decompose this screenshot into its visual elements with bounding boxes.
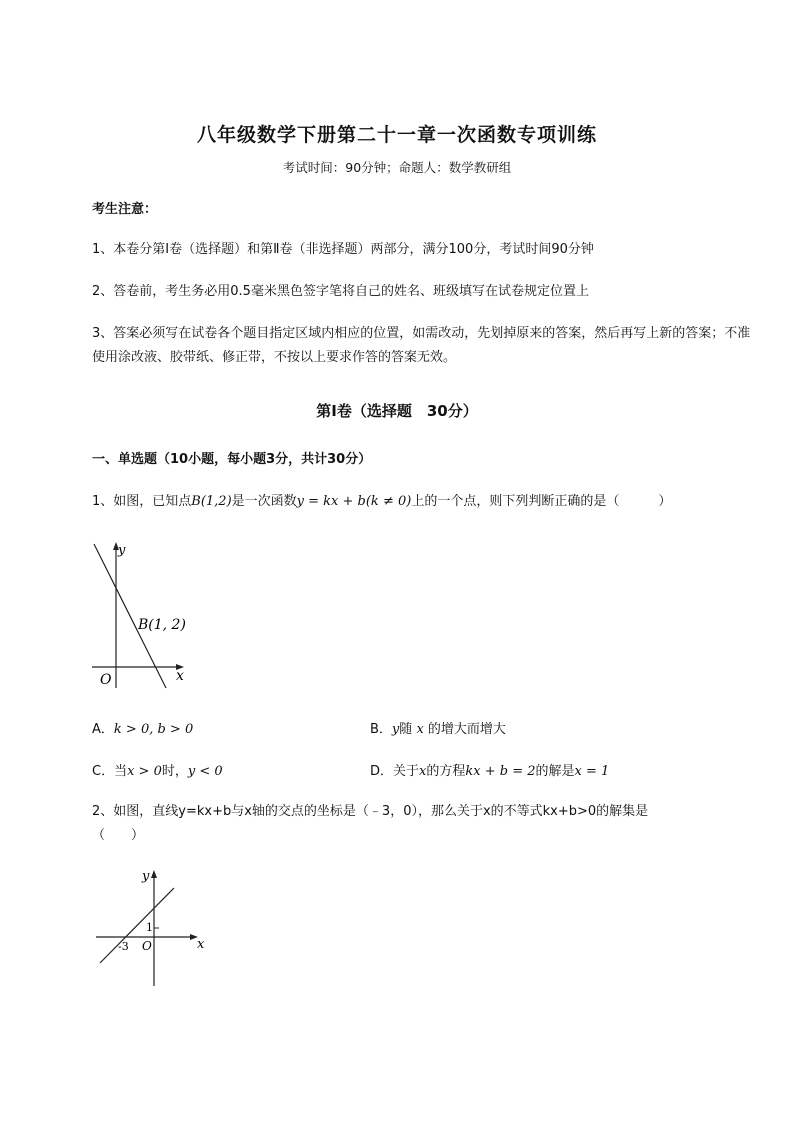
question-2-line-1: 2、如图，直线y=kx+b与x轴的交点的坐标是（﹣3，0），那么关于x的不等式kx+b>0的解集是 (92, 804, 649, 819)
notice-item-3: 3、答案必须写在试卷各个题目指定区域内相应的位置，如需改动，先划掉原来的答案，然后再写上新的答案；不准使用涂改液、胶带纸、修正带，不按以上要求作答的答案无效。 (92, 326, 751, 365)
q2-tick-x-label: -3 (118, 940, 129, 953)
exam-subtitle: 考试时间：90分钟；命题人：数学教研组 (282, 160, 512, 175)
q1-prefix: 1、如图，已知点 (92, 494, 192, 509)
q1-mid: 是一次函数 (231, 494, 297, 509)
q2-tick-y-label: 1 (146, 921, 153, 934)
notice-item-1: 1、本卷分第I卷（选择题）和第Ⅱ卷（非选择题）两部分，满分100分，考试时间90分钟 (92, 242, 594, 257)
q1-option-c[interactable]: C．当x > 0时，y < 0 (92, 764, 223, 779)
q2-figure (92, 866, 212, 991)
notice-heading: 考生注意： (92, 202, 158, 217)
q2-y-label: y (142, 869, 150, 884)
q2-origin-label: O (142, 939, 152, 953)
q1-x-label: x (176, 668, 184, 684)
q1-point-label: B(1, 2) (138, 617, 186, 633)
q2-function-line (100, 888, 174, 963)
q1-point: B(1,2) (191, 494, 232, 509)
q1-figure (88, 540, 198, 690)
question-2-line-2: （ ） (92, 828, 145, 843)
q1-suffix: 上的一个点，则下列判断正确的是（ ） (411, 494, 672, 509)
part-heading: 一、单选题（10小题，每小题3分，共计30分） (92, 452, 372, 467)
q2-y-arrow-icon (151, 870, 157, 878)
q1-option-d[interactable]: D．关于x的方程kx + b = 2的解是x = 1 (370, 764, 610, 779)
notice-item-2: 2、答卷前，考生务必用0.5毫米黑色签字笔将自己的姓名、班级填写在试卷规定位置上 (92, 284, 589, 299)
q1-option-a[interactable]: A．k > 0, b > 0 (92, 722, 194, 737)
q1-option-a-math: k > 0, b > 0 (113, 722, 194, 737)
exam-title: 八年级数学下册第二十一章一次函数专项训练 (196, 124, 597, 146)
q2-x-label: x (197, 937, 205, 952)
q1-function: y = kx + b(k ≠ 0) (296, 494, 412, 509)
question-1-text (92, 490, 671, 514)
q1-origin-label: O (100, 672, 112, 688)
q1-y-label: y (118, 543, 126, 558)
q1-option-b[interactable]: B．y随 x 的增大而增大 (370, 722, 506, 737)
section-title: 第I卷（选择题 30分） (316, 402, 478, 420)
